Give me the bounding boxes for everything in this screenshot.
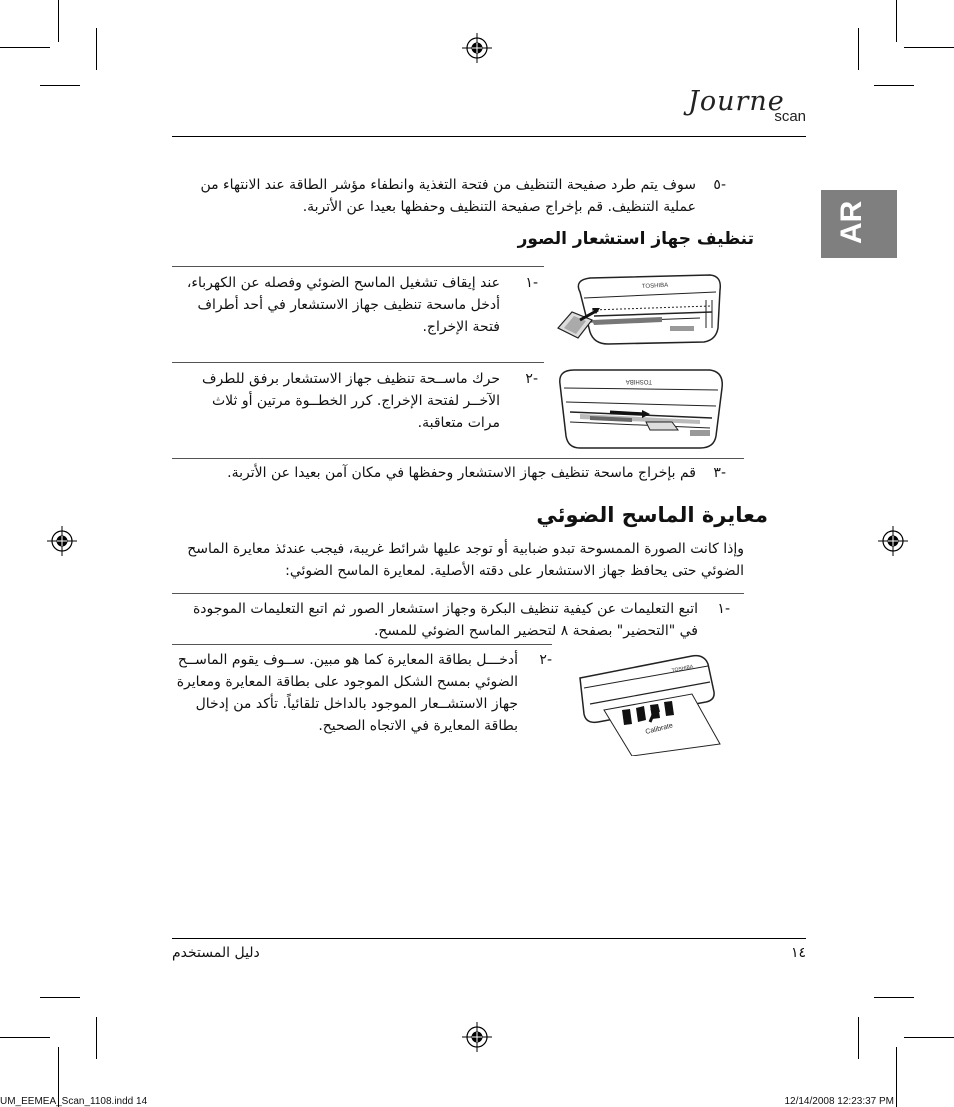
cleaning-separator-1 [172,266,544,267]
calibration-separator-1 [172,593,744,594]
registration-mark-top [462,33,492,63]
calibration-scanner-brand-text: TOSHIBA [671,663,694,674]
calibration-card-text: Calibrate [644,722,674,736]
calibration-step-1-text: اتبع التعليمات عن كيفية تنظيف البكرة وجهاز استشعار الصور ثم اتبع التعليمات الموجودة في "التحضير" بصفحة ٨ لتحضير الماسح الضوئي للمسح. [192,601,698,639]
cleaning-step-1-number: -١ [525,275,538,291]
cleaning-separator-2 [172,362,544,363]
footer-page-number: ١٤ [790,945,806,961]
calibration-intro: وإذا كانت الصورة الممسوحة تبدو ضبابية أو توجد عليها شرائط غريبة، فيجب عندئذ معايرة الماسح الضوئي حتى يحافظ جهاز الاستشعار على دقته الأصلية. لمعايرة الماسح الضوئي: [187,541,744,579]
scanner-cleaning-illustration-2 [550,364,730,456]
language-tab [821,190,897,258]
step-5-number: -٥ [713,177,726,193]
cleaning-heading: تنظيف جهاز استشعار الصور [517,229,754,249]
footer-rule [172,938,806,939]
cleaning-step-3-text: قم بإخراج ماسحة تنظيف جهاز الاستشعار وحفظها في مكان آمن بعيدا عن الأتربة. [227,465,696,481]
calibration-step-1-number: -١ [717,601,730,617]
registration-mark-right [878,526,908,556]
cleaning-step-3-number: -٣ [713,465,726,481]
slug-filename: UM_EEMEA_Scan_1108.indd 14 [0,1096,148,1107]
registration-mark-left [47,526,77,556]
calibration-separator-2 [172,644,552,645]
registration-mark-bottom [462,1022,492,1052]
calibration-step-2-text: أدخـــل بطاقة المعايرة كما هو مبين. ســوف يقوم الماســح الضوئي بمسح الشكل الموجود على بطاقة المعايرة ومعايرة جهاز الاستشــعار الموجود بالداخل تلقائياً. تأكد من إدخال بطاقة المعايرة في الاتجاه الصحيح. [176,652,518,734]
cleaning-separator-3 [172,458,744,459]
language-tab-label: AR [835,200,868,244]
brand-word: scan [774,108,806,125]
header-rule [172,136,806,137]
scanner-brand-text: TOSHIBA [641,282,669,290]
brand-script: Journe [688,86,785,117]
slug-timestamp: 12/14/2008 12:23:37 PM [784,1096,894,1107]
footer-manual-label: دليل المستخدم [172,945,260,961]
calibration-step-2-number: -٢ [539,652,552,668]
scanner-brand-text-2: TOSHIBA [625,378,652,384]
step-5-text: سوف يتم طرد صفيحة التنظيف من فتحة التغذية وانطفاء مؤشر الطاقة عند الانتهاء من عملية التنظيف. قم بإخراج صفيحة التنظيف وحفظها بعيدا عن الأتربة. [200,177,696,215]
calibration-card-illustration [574,648,722,756]
cleaning-step-2-text: حرك ماســحة تنظيف جهاز الاستشعار برفق للطرف الآخــر لفتحة الإخراج. كرر الخطــوة مرتين أو ثلاث مرات متعاقبة. [201,371,500,431]
brand-logo [684,84,808,132]
calibration-heading: معايرة الماسح الضوئي [536,503,768,527]
cleaning-step-1-text: عند إيقاف تشغيل الماسح الضوئي وفصله عن الكهرباء، أدخل ماسحة تنظيف جهاز الاستشعار في أحد أطراف فتحة الإخراج. [186,275,500,335]
scanner-cleaning-illustration-1 [550,270,730,352]
cleaning-step-2-number: -٢ [525,371,538,387]
